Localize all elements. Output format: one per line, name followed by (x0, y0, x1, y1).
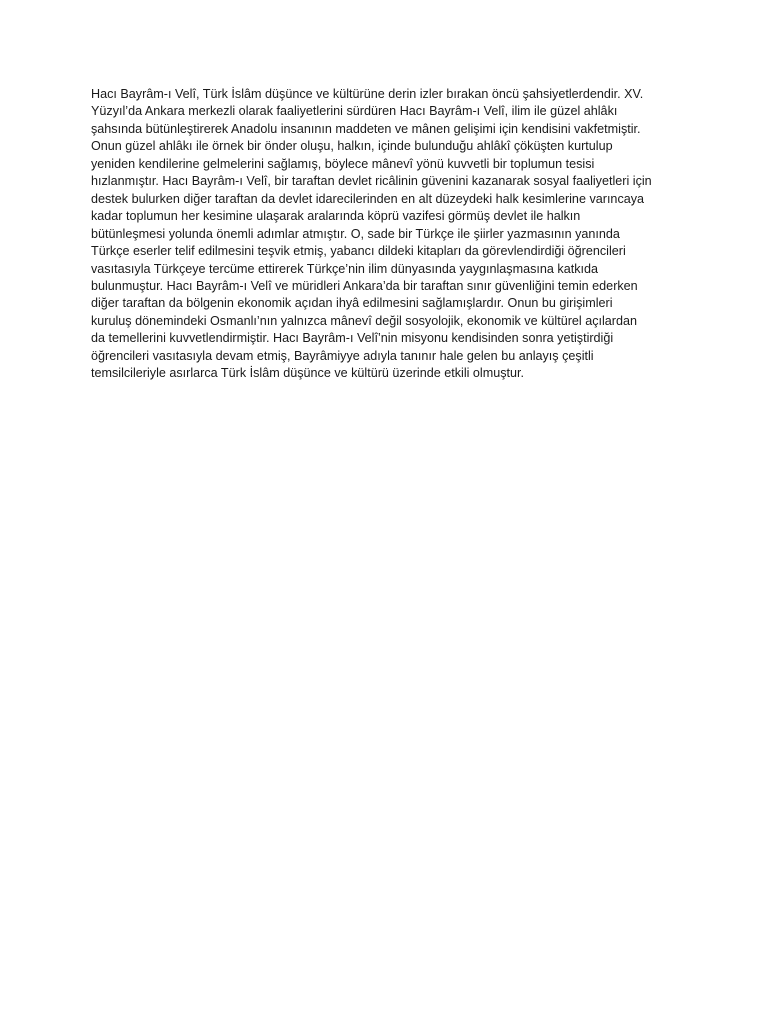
paragraph-line: Hacı Bayrâm-ı Velî, Türk İslâm düşünce ve kültürüne derin izler bırakan öncü şahsiyetlerdendir. XV. (91, 87, 644, 101)
paragraph-line: bütünleşmesi yolunda önemli adımlar atmıştır. O, sade bir Türkçe ile şiirler yazmasının yanında (91, 226, 620, 241)
body-paragraph (91, 86, 681, 383)
paragraph-line: kuruluş dönemindeki Osmanlı’nın yalnızca mânevî değil sosyolojik, ekonomik ve kültürel açılardan (91, 313, 637, 328)
paragraph-line: bulunmuştur. Hacı Bayrâm-ı Velî ve müridleri Ankara’da bir taraftan sınır güvenliğini temin ederken (91, 278, 638, 293)
paragraph-line: vasıtasıyla Türkçeye tercüme ettirerek Türkçe’nin ilim dünyasında yaygınlaşmasına katkıda (91, 261, 599, 276)
paragraph-line: yeniden kendilerine gelmelerini sağlamış, böylece mânevî yönü kuvvetli bir toplumun tesisi (91, 156, 595, 171)
paragraph-line: diğer taraftan da bölgenin ekonomik açıdan ihyâ edilmesini sağlamışlardır. Onun bu girişimleri (91, 296, 613, 311)
paragraph-line: kadar toplumun her kesimine ulaşarak aralarında köprü vazifesi görmüş devlet ile halkın (91, 209, 581, 224)
paragraph-line: Türkçe eserler telif edilmesini teşvik etmiş, yabancı dildeki kitapları da görevlendirdiği öğrencileri (91, 244, 626, 259)
paragraph-line: Yüzyıl’da Ankara merkezli olarak faaliyetlerini sürdüren Hacı Bayrâm-ı Velî, ilim ile güzel ahlâkı (91, 104, 618, 119)
paragraph-line: öğrencileri vasıtasıyla devam etmiş, Bayrâmiyye adıyla tanınır hale gelen bu anlayış çeşitli (91, 348, 594, 363)
paragraph-line: destek bulurken diğer taraftan da devlet idarecilerinden en alt düzeydeki halk kesimlerine varıncaya (91, 191, 645, 206)
paragraph-line: Onun güzel ahlâkı ile örnek bir önder oluşu, halkın, içinde bulunduğu ahlâkî çöküşten kurtulup (91, 139, 613, 154)
paragraph-line: da temellerini kuvvetlendirmiştir. Hacı Bayrâm-ı Velî’nin misyonu kendisinden sonra yetiştirdiği (91, 331, 614, 346)
paragraph-line: temsilcileriyle asırlarca Türk İslâm düşünce ve kültürü üzerinde etkili olmuştur. (91, 366, 525, 381)
paragraph-line: hızlanmıştır. Hacı Bayrâm-ı Velî, bir taraftan devlet ricâlinin güvenini kazanarak sosyal faaliyetleri için (91, 174, 652, 189)
paragraph-line: şahsında bütünleştirerek Anadolu insanının maddeten ve mânen gelişimi için kendisini vakfetmiştir. (91, 121, 641, 136)
